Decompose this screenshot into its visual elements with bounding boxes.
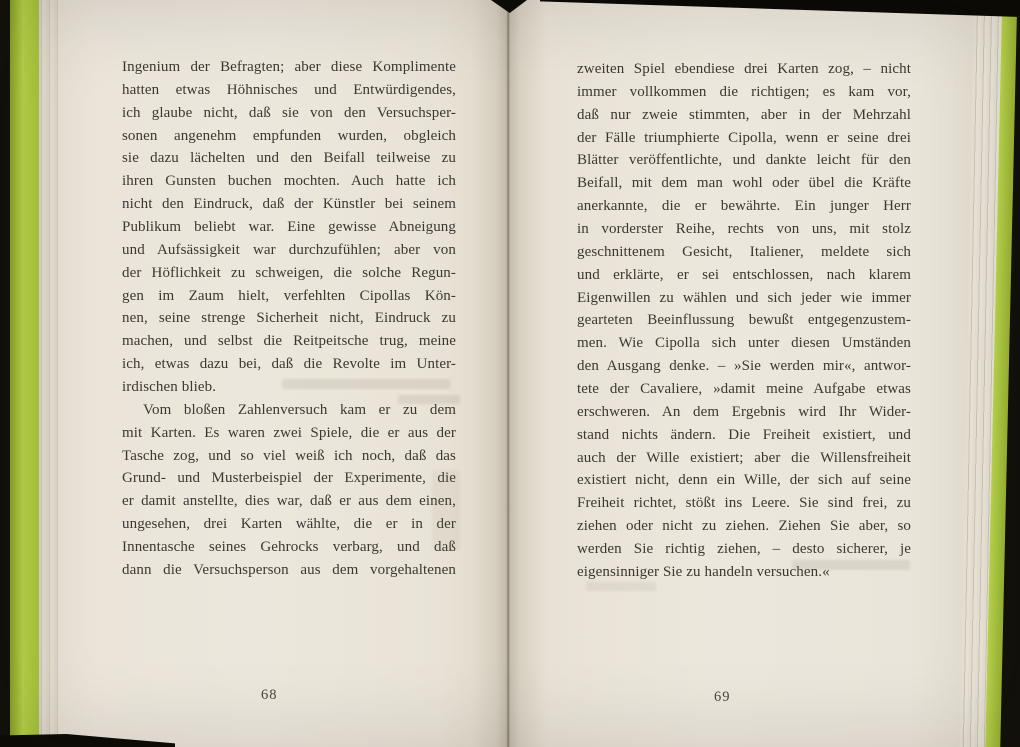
text-line: in vorderster Reihe, rechts von uns, mit stolz	[577, 221, 911, 238]
text-line: irdischen blieb.	[122, 379, 217, 396]
paragraph	[122, 56, 456, 399]
text-line: eigensinniger Sie zu handeln versuchen.«	[577, 563, 830, 580]
text-line: Beifall, mit dem man wohl oder übel die Kräfte	[577, 175, 911, 192]
text-line: hatten etwas Höhnisches und Entwürdigendes,	[122, 81, 456, 98]
text-line: ziehen oder nicht zu ziehen. Ziehen Sie aber, so	[577, 518, 911, 535]
book-cover-edge-left	[10, 0, 39, 747]
text-line: daß nur zweie stimmten, aber in der Mehrzahl	[577, 106, 911, 123]
text-line: nen, seine strenge Sicherheit nicht, Eindruck zu	[122, 310, 456, 327]
text-line: Eigenwillen zu wählen und sich jeder wie immer	[577, 289, 911, 306]
text-line: Publikum beliebt war. Eine gewisse Abneigung	[122, 219, 456, 236]
text-line: Tasche zog, und so viel weiß ich noch, daß das	[122, 447, 456, 464]
text-line: anerkannte, die er bewährte. Ein junger Herr	[577, 198, 911, 215]
text-line: ich glaube nicht, daß sie von den Versuchsper-	[122, 104, 456, 121]
text-line: geschnittenem Gesicht, Italiener, meldete sich	[577, 243, 911, 260]
paragraph	[122, 399, 456, 582]
text-line: men. Wie Cipolla sich unter diesen Umständen	[577, 335, 911, 352]
left-page-fore-edge	[38, 0, 58, 747]
text-line: ungesehen, drei Karten wählte, die er in der	[122, 516, 456, 533]
text-line: Freiheit richtet, stößt ins Leere. Sie sind frei, zu	[577, 495, 911, 512]
text-line: dann die Versuchsperson aus dem vorgehaltenen	[122, 561, 456, 578]
text-line: stand nichts ändern. Die Freiheit existiert, und	[577, 426, 911, 443]
text-line: Ingenium der Befragten; aber diese Komplimente	[122, 59, 456, 75]
text-line: tete der Cavaliere, »damit meine Aufgabe etwas	[577, 381, 911, 398]
text-line: auch der Wille existiert; aber die Willensfreiheit	[577, 449, 911, 466]
text-line: mit Karten. Es waren zwei Spiele, die er aus der	[122, 424, 456, 441]
text-line: erschweren. An dem Ergebnis wird Ihr Wider-	[577, 403, 911, 420]
text-line: gearteten Beeinflussung bewußt entgegenzustem-	[577, 312, 911, 329]
text-line: der Höflichkeit zu schweigen, die solche Regun-	[122, 264, 456, 281]
text-line: sie dazu lächelten und den Beifall teilweise zu	[122, 150, 456, 167]
text-line: den Ausgang denke. – »Sie werden mir«, antwor-	[577, 358, 911, 375]
text-line: existiert nicht, denn ein Wille, der sich auf seine	[577, 472, 911, 489]
text-line: ich, etwas dazu bei, daß die Revolte im Unter-	[122, 356, 456, 373]
text-line: gen im Zaum hielt, verfehlten Cipollas Kön-	[122, 287, 456, 304]
text-line: ihren Gunsten buchen mochten. Auch hatte ich	[122, 173, 456, 190]
text-line: machen, und selbst die Reitpeitsche trug, meine	[122, 333, 456, 350]
text-line: nicht den Eindruck, daß der Künstler bei seinem	[122, 196, 456, 213]
left-page-text	[122, 56, 456, 582]
page-number-right: 69	[714, 689, 731, 705]
text-line: der Fälle triumphierte Cipolla, wenn er seine drei	[577, 129, 911, 146]
text-line: und erklärte, er sei entschlossen, nach klarem	[577, 266, 911, 283]
text-line: er damit anstellte, dies war, daß er aus dem einen,	[122, 493, 456, 510]
page-number-left: 68	[261, 687, 278, 703]
text-line: Blätter veröffentlichte, und dankte leicht für den	[577, 152, 911, 169]
text-line: immer vollkommen die richtigen; es kam vor,	[577, 83, 911, 100]
text-line: zweiten Spiel ebendiese drei Karten zog, – nicht	[577, 61, 911, 77]
paragraph	[577, 58, 911, 584]
right-page-text	[577, 58, 911, 584]
text-line: Vom bloßen Zahlenversuch kam er zu dem	[143, 401, 456, 418]
text-line: werden Sie richtig ziehen, – desto sicherer, je	[577, 541, 911, 558]
text-line: und Aufsässigkeit war durchzufühlen; aber von	[122, 241, 456, 258]
text-line: Innentasche seines Gehrocks verbarg, und daß	[122, 539, 456, 556]
text-line: sonen angenehm empfunden wurden, obgleich	[122, 127, 456, 144]
text-line: Grund- und Musterbeispiel der Experimente, die	[122, 470, 456, 487]
